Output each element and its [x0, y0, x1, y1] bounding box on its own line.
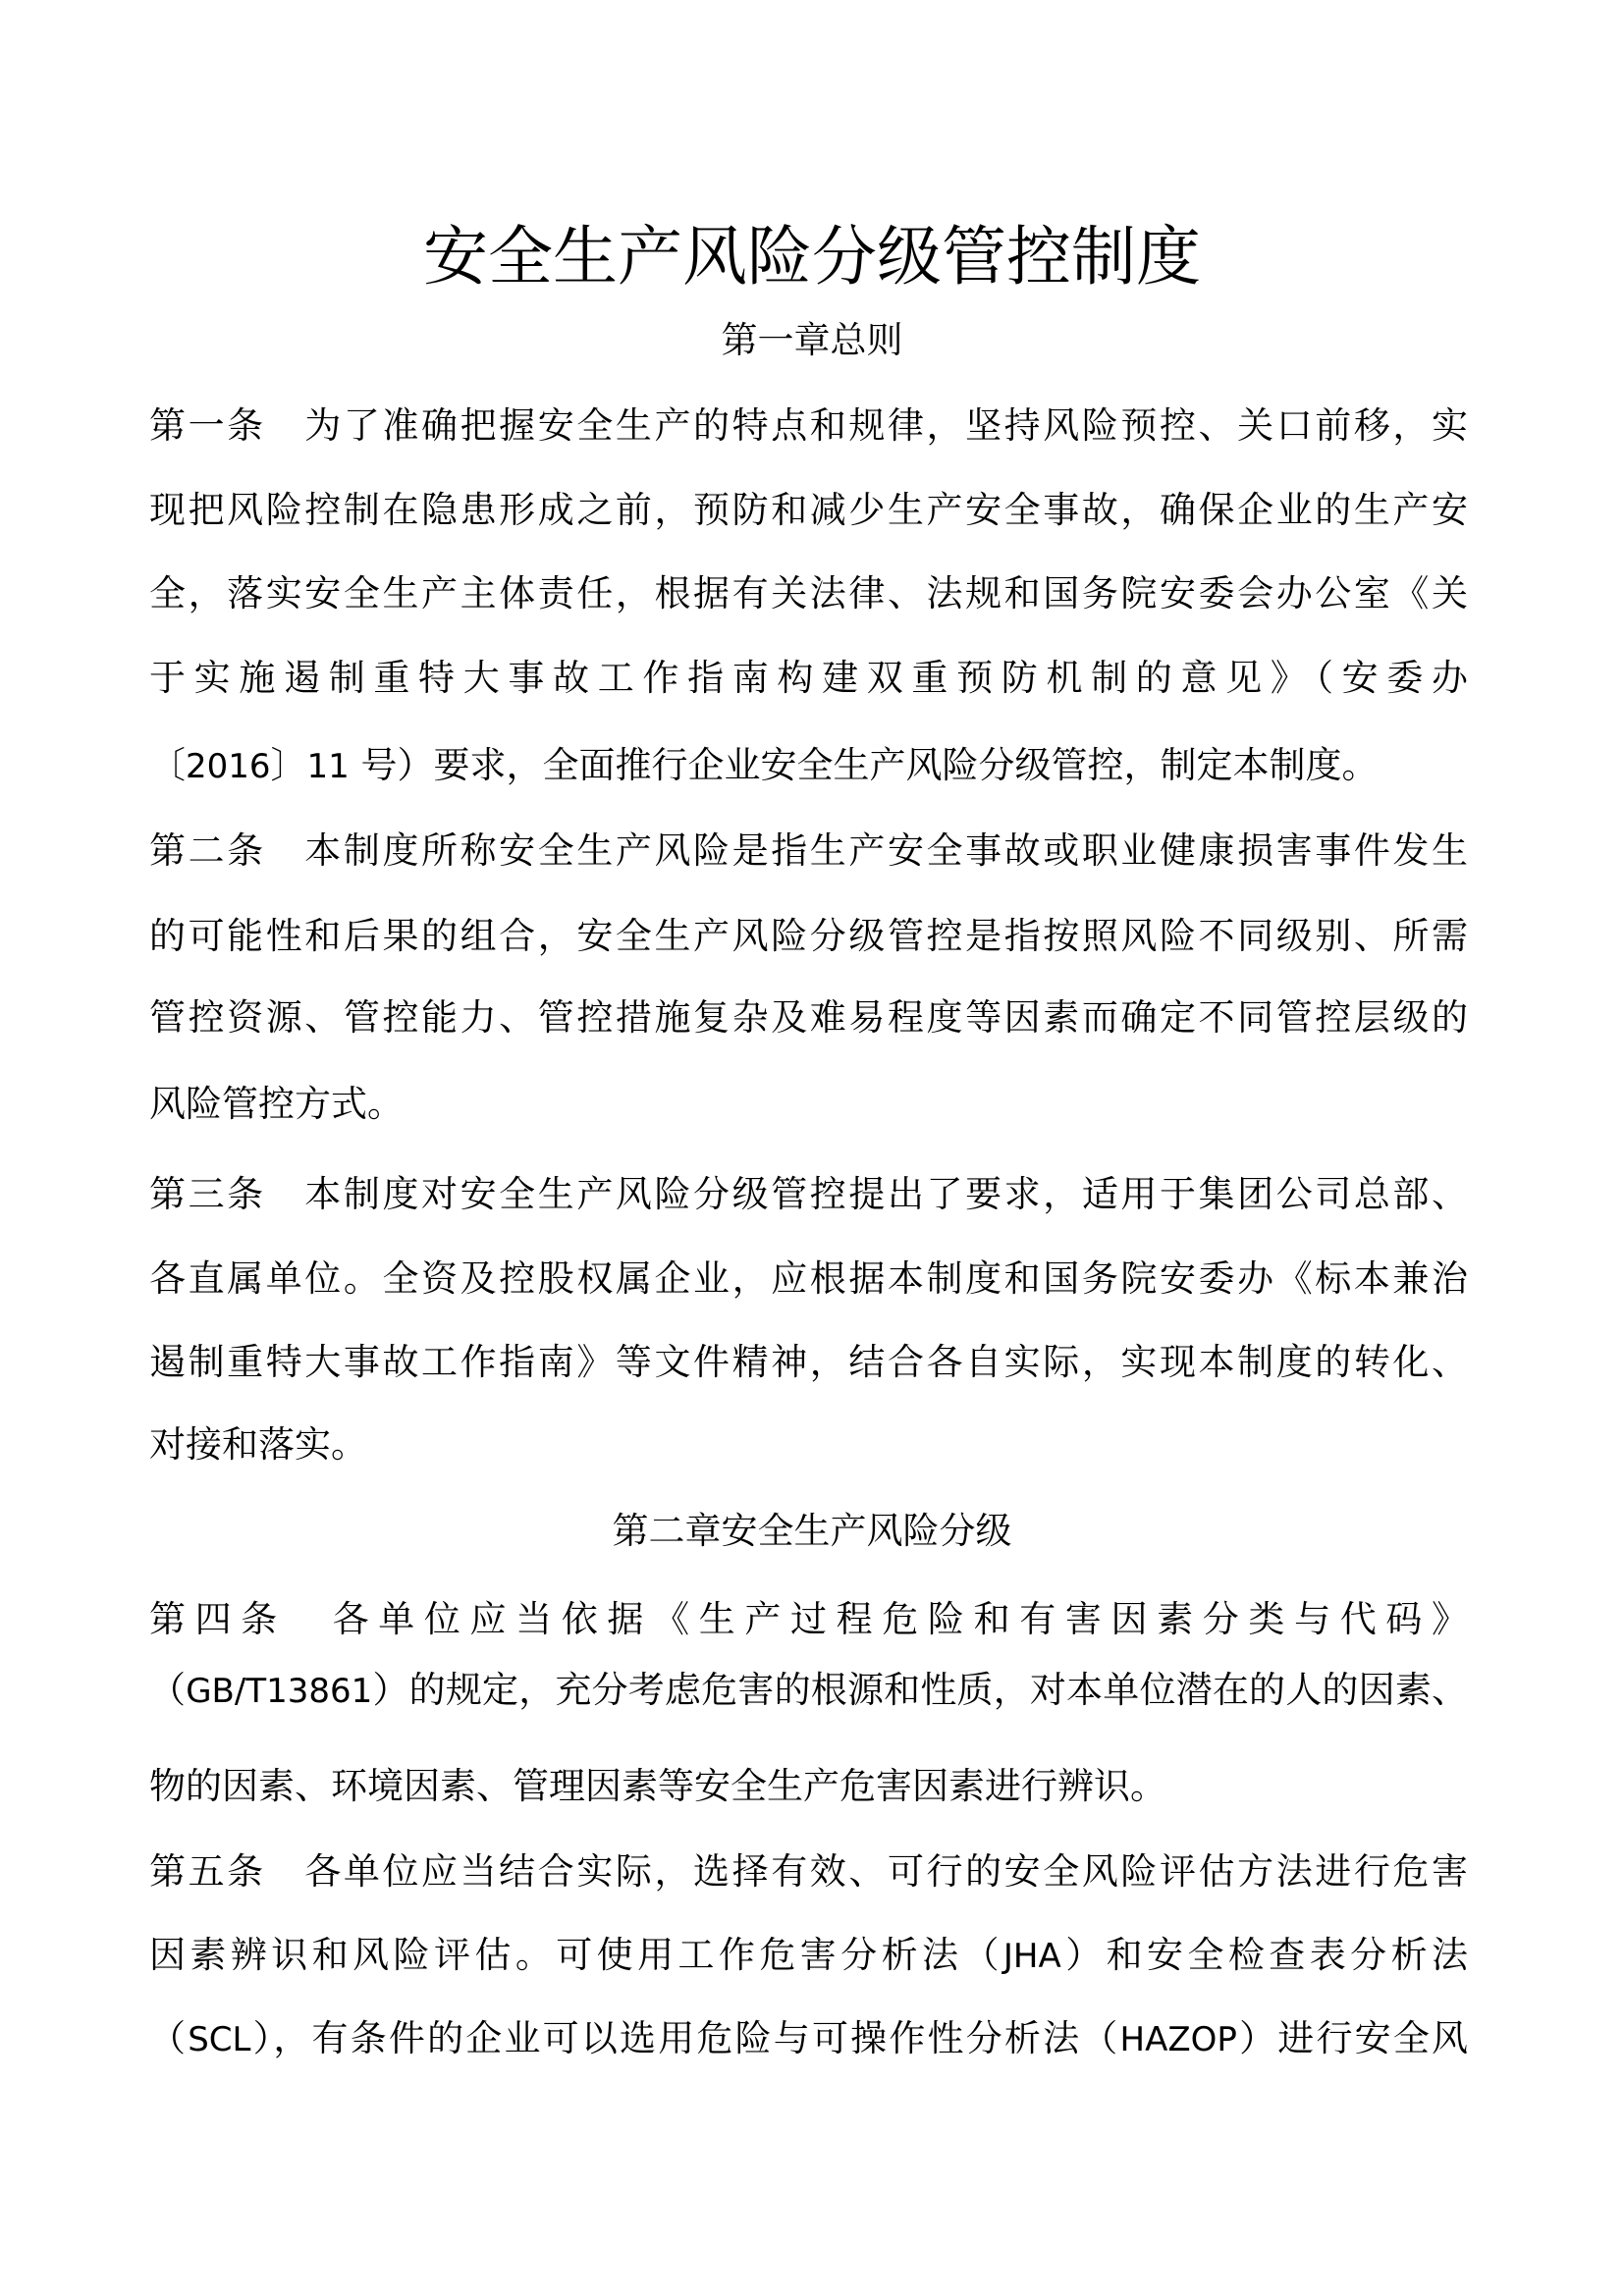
chapter-heading: 第二章安全生产风险分级 — [612, 1510, 1012, 1552]
article-line: 物的因素、环境因素、管理因素等安全生产危害因素进行辨识。 — [149, 1765, 1166, 1807]
chapter-heading: 第一章总则 — [721, 319, 903, 361]
article-line: 各直属单位。全资及控股权属企业，应根据本制度和国务院安委办《标本兼治 — [149, 1257, 1468, 1300]
article-line: 对接和落实。 — [149, 1423, 367, 1466]
article-line: 的可能性和后果的组合，安全生产风险分级管控是指按照风险不同级别、所需 — [149, 915, 1468, 957]
article-line: 〔2016〕11 号）要求，全面推行企业安全生产风险分级管控，制定本制度。 — [149, 744, 1379, 786]
article-line: 第五条 各单位应当结合实际，选择有效、可行的安全风险评估方法进行危害 — [149, 1850, 1468, 1893]
article-line: 第四条 各单位应当依据《生产过程危险和有害因素分类与代码》 — [149, 1598, 1468, 1640]
article-line: 于实施遏制重特大事故工作指南构建双重预防机制的意见》（安委办 — [149, 657, 1468, 699]
article-line: 第三条 本制度对安全生产风险分级管控提出了要求，适用于集团公司总部、 — [149, 1173, 1468, 1215]
article-line: 管控资源、管控能力、管控措施复杂及难易程度等因素而确定不同管控层级的 — [149, 996, 1468, 1039]
article-line: （GB/T13861）的规定，充分考虑危害的根源和性质，对本单位潜在的人的因素、 — [149, 1669, 1469, 1711]
article-line: 风险管控方式。 — [149, 1083, 404, 1125]
article-line: 遏制重特大事故工作指南》等文件精神，结合各自实际，实现本制度的转化、 — [149, 1341, 1468, 1383]
article-line: 现把风险控制在隐患形成之前，预防和减少生产安全事故，确保企业的生产安 — [149, 489, 1468, 531]
article-line: 因素辨识和风险评估。可使用工作危害分析法（JHA）和安全检查表分析法 — [149, 1934, 1469, 1976]
article-line: 第一条 为了准确把握安全生产的特点和规律，坚持风险预控、关口前移，实 — [149, 404, 1468, 447]
article-line: 第二条 本制度所称安全生产风险是指生产安全事故或职业健康损害事件发生 — [149, 829, 1468, 872]
article-line: 全，落实安全生产主体责任，根据有关法律、法规和国务院安委会办公室《关 — [149, 572, 1468, 614]
article-line: （SCL），有条件的企业可以选用危险与可操作性分析法（HAZOP）进行安全风 — [149, 2017, 1469, 2059]
document-title: 安全生产风险分级管控制度 — [423, 219, 1201, 294]
